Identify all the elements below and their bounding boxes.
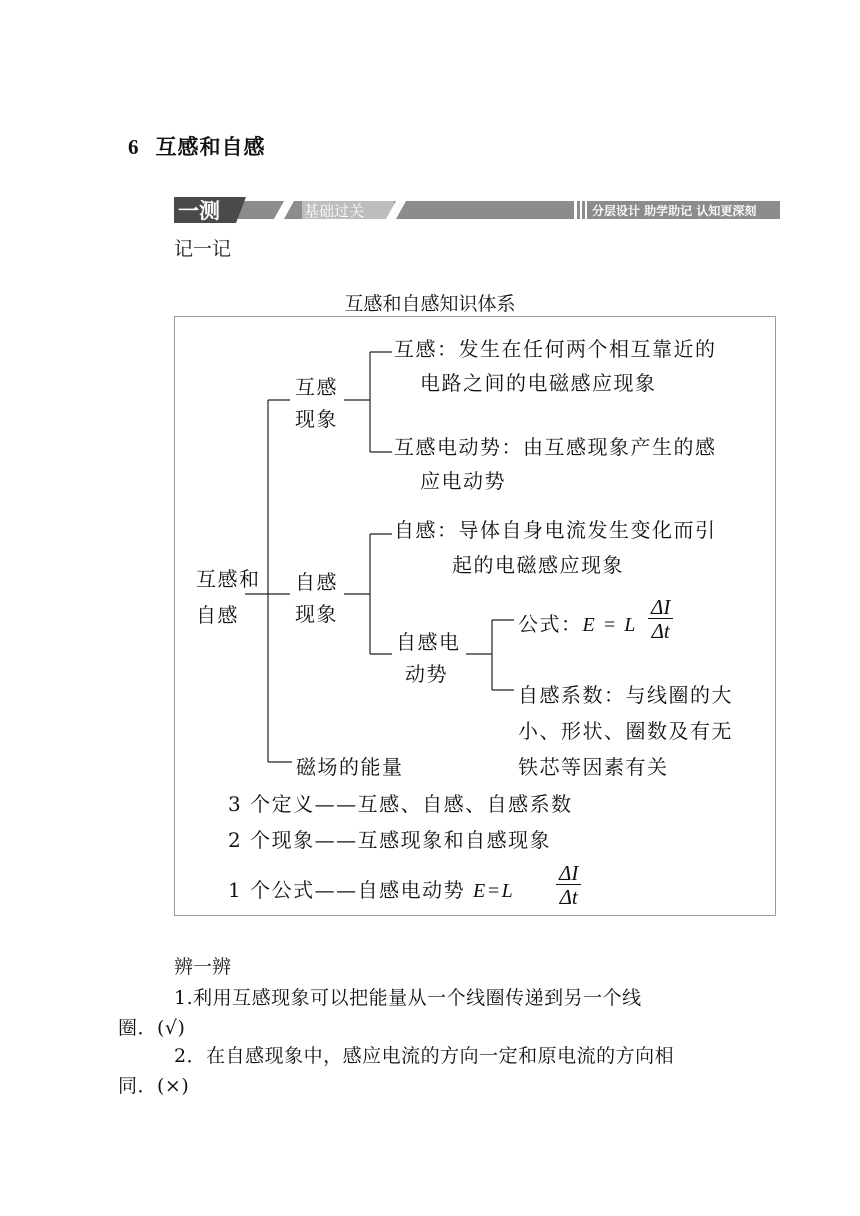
banner-tag-text: 基础过关	[304, 202, 365, 220]
self-coef-line2: 小、形状、圈数及有无	[518, 719, 733, 743]
self-emf-label-line1: 自感电	[396, 630, 461, 654]
summary-denominator: Δt	[559, 885, 578, 909]
formula-lhs: E = L	[582, 614, 637, 636]
mutual-emf-line2: 应电动势	[420, 469, 506, 493]
summary-formula-lhs: E=L	[472, 880, 515, 902]
summary-definitions: 3 个定义——互感、自感、自感系数	[228, 792, 573, 816]
jiyiji-label: 记一记	[174, 238, 232, 260]
self-coef-line3: 铁芯等因素有关	[518, 755, 669, 779]
summary-numerator: ΔI	[556, 862, 581, 885]
knowledge-map-title: 互感和自感知识体系	[344, 293, 516, 315]
section-title: 互感和自感	[155, 135, 266, 159]
mutual-label-line2: 现象	[295, 407, 338, 431]
summary-phenomena: 2 个现象——互感现象和自感现象	[228, 828, 552, 852]
item1-line2: 圈．(√)	[118, 1017, 186, 1039]
root-line1: 互感和	[196, 567, 261, 591]
self-def-line2: 起的电磁感应现象	[452, 553, 624, 577]
magnetic-energy: 磁场的能量	[296, 755, 404, 779]
formula-numerator: ΔI	[648, 596, 673, 619]
mutual-def-line1: 互感：发生在任何两个相互靠近的	[394, 337, 717, 361]
summary-formula-prefix: 1 个公式——自感电动势	[228, 878, 473, 902]
self-def-line1: 自感：导体自身电流发生变化而引	[394, 518, 717, 542]
mutual-def-line2: 电路之间的电磁感应现象	[420, 371, 657, 395]
formula-denominator: Δt	[651, 619, 670, 643]
self-label-line2: 现象	[295, 602, 338, 626]
self-coef-line1: 自感系数：与线圈的大	[518, 683, 733, 707]
item1-line1: 1.利用互感现象可以把能量从一个线圈传递到另一个线	[174, 987, 642, 1009]
formula-prefix: 公式：	[518, 612, 583, 636]
self-emf-label-line2: 动势	[405, 662, 448, 686]
banner-right-text: 分层设计 助学助记 认知更深刻	[592, 204, 757, 218]
formula-fraction	[648, 596, 673, 643]
summary-fraction	[556, 862, 581, 909]
root-line2: 自感	[196, 603, 239, 627]
mutual-label-line1: 互感	[295, 375, 338, 399]
section-number: 6	[128, 135, 140, 159]
summary-formula	[228, 874, 514, 903]
self-formula	[518, 608, 637, 637]
bianyibian-label: 辨一辨	[174, 956, 232, 978]
item2-line2: 同．(×)	[118, 1075, 190, 1097]
self-label-line1: 自感	[295, 570, 338, 594]
mutual-emf-line1: 互感电动势：由互感现象产生的感	[394, 435, 717, 459]
banner-big-text: 一测	[178, 199, 220, 223]
item2-line1: 2．在自感现象中，感应电流的方向一定和原电流的方向相	[174, 1045, 675, 1067]
